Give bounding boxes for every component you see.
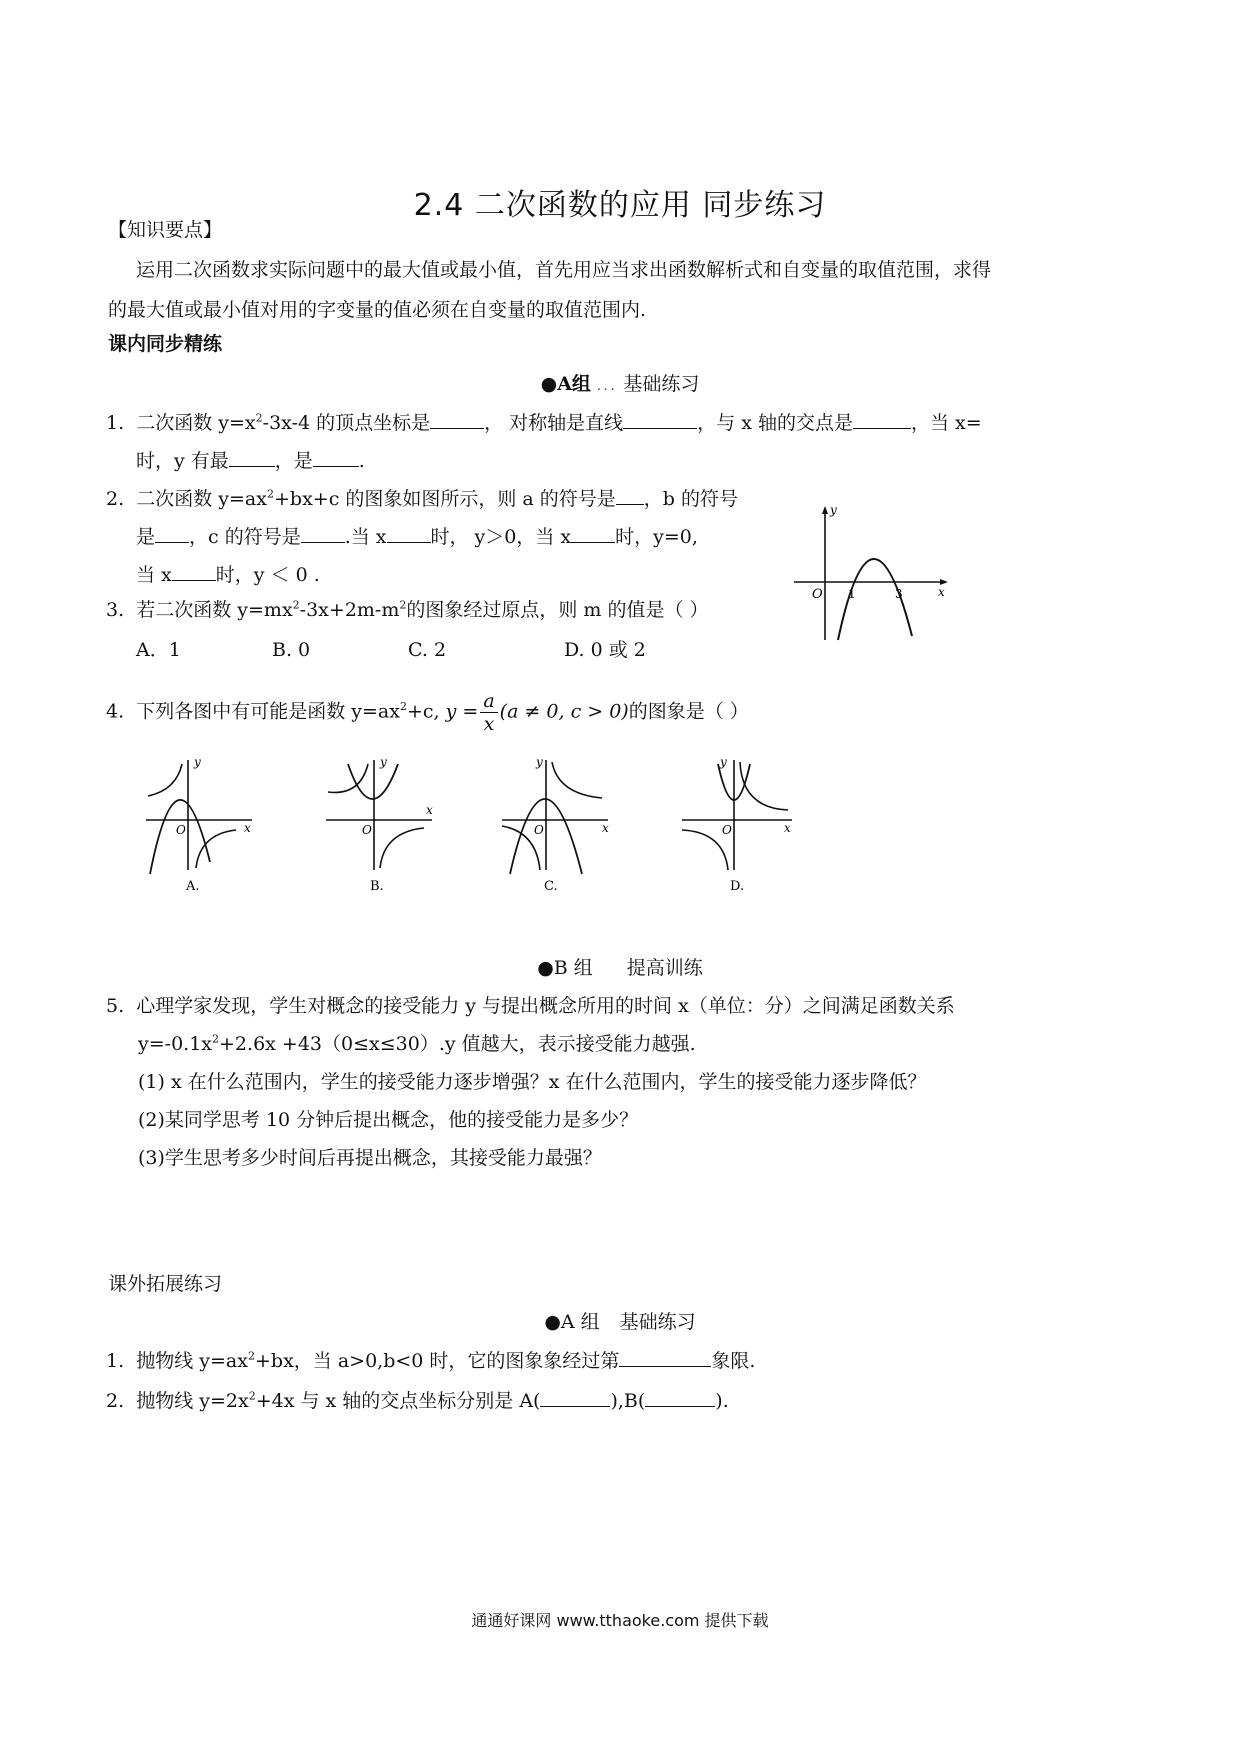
knowledge-line-1: 运用二次函数求实际问题中的最大值或最小值，首先用应当求出函数解析式和自变量的取值范围，求得 (136, 259, 992, 281)
answer-blank[interactable] (155, 524, 189, 543)
fraction-denominator: x (483, 713, 495, 735)
q4-line (106, 690, 749, 735)
option-label-d[interactable]: D. (730, 879, 745, 894)
x-axis-label: x (244, 821, 251, 835)
q2-number: 2. (106, 488, 125, 510)
q2-text: 是 (136, 526, 156, 548)
bullet: ● (540, 373, 558, 395)
q1-text: . (358, 450, 365, 472)
q4-formula: y = (445, 700, 479, 723)
hyperbola-branch (148, 764, 182, 796)
section-heading-in-class: 课内同步精练 (108, 333, 223, 355)
q2-text: 时， y＞0，当 x (430, 526, 572, 548)
q5-text: +2.6x +43（0≤x≤30）.y 值越大，表示接受能力越强. (219, 1033, 696, 1055)
q3-line (106, 598, 709, 622)
parabola-curve (348, 764, 398, 799)
option-label-b[interactable]: B. (370, 879, 384, 894)
q5-sub-2: (2)某同学思考 10 分钟后提出概念，他的接受能力是多少？ (138, 1109, 639, 1131)
origin-label: O (534, 823, 544, 837)
q3-sup: 2 (399, 598, 407, 612)
answer-blank[interactable] (540, 1388, 610, 1407)
y-axis-label: y (380, 755, 387, 769)
q5-text: y=-0.1x (138, 1033, 213, 1055)
origin-label: O (722, 823, 732, 837)
q5-sub-3: (3)学生思考多少时间后再提出概念，其接受能力最强？ (138, 1147, 602, 1169)
knowledge-heading: 【知识要点】 (108, 219, 223, 241)
q2-line-3 (136, 562, 320, 587)
origin-label: O (176, 823, 186, 837)
q3-sup: 2 (292, 598, 300, 612)
q2-text: ，c 的符号是 (189, 526, 301, 548)
answer-blank[interactable] (301, 524, 345, 543)
e2-line (106, 1388, 729, 1413)
q4-fraction (480, 690, 497, 735)
e1-text: +bx，当 a>0,b<0 时，它的图象象经过第 (254, 1350, 620, 1372)
q3-option-c[interactable]: C. 2 (408, 639, 447, 661)
q5-number: 5. (106, 995, 125, 1017)
answer-blank[interactable] (571, 524, 615, 543)
q4-graph-d (676, 752, 798, 900)
q2-text: 时，y ＜ 0 . (215, 564, 320, 586)
origin-label: O (812, 587, 823, 602)
answer-blank[interactable] (853, 410, 911, 429)
q2-text: .当 x (344, 526, 387, 548)
q1-text: ，当 x= (910, 412, 982, 434)
q3-option-a[interactable]: A．1 (136, 639, 181, 661)
q1-text: ， 对称轴是直线 (484, 412, 624, 434)
q4-graph-c (496, 752, 616, 900)
answer-blank[interactable] (645, 1388, 715, 1407)
x-axis-label: x (938, 585, 945, 599)
group-label: 提高训练 (626, 957, 703, 979)
e2-sup: 2 (248, 1389, 256, 1403)
group-name: A 组 (560, 1311, 600, 1333)
q2-text: 时，y=0, (615, 526, 698, 548)
e2-text: ). (715, 1390, 729, 1412)
y-axis-arrow (822, 506, 828, 514)
q1-text: 时，y 有最 (136, 450, 229, 472)
q4-text: 的图象是（ ） (628, 700, 749, 723)
page-title: 2.4 二次函数的应用 同步练习 (413, 188, 827, 223)
q4-graph-a (140, 752, 260, 900)
e2-text: +4x 与 x 轴的交点坐标分别是 A( (255, 1390, 541, 1412)
knowledge-line-2: 的最大值或最小值对用的字变量的值必须在自变量的取值范围内. (108, 299, 647, 321)
y-axis-label: y (830, 503, 837, 517)
q1-number: 1. (106, 412, 125, 434)
e1-line (106, 1348, 755, 1373)
q1-line-1 (106, 410, 982, 435)
q2-text: +bx+c 的图象如图所示，则 a 的符号是 (273, 488, 616, 510)
group-a-heading (0, 372, 1240, 398)
q5-sup: 2 (212, 1032, 220, 1046)
e1-number: 1. (106, 1350, 125, 1372)
group-label: 基础练习 (619, 1311, 696, 1333)
q3-option-b[interactable]: B. 0 (272, 639, 311, 661)
q2-parabola-graph (780, 500, 950, 650)
q3-text: 的图象经过原点，则 m 的值是（ ） (406, 599, 709, 621)
q3-number: 3. (106, 599, 125, 621)
section-heading-extension: 课外拓展练习 (108, 1273, 223, 1295)
bullet: ● (537, 957, 554, 979)
answer-blank[interactable] (313, 448, 359, 467)
answer-blank[interactable] (387, 524, 431, 543)
hyperbola-branch (328, 764, 368, 792)
group-b-heading (0, 956, 1240, 980)
group-name: A组 (557, 373, 591, 395)
e1-text: 抛物线 y=ax (136, 1350, 248, 1372)
q1-sup: 2 (255, 411, 263, 425)
group-name: B 组 (553, 957, 593, 979)
e1-text: 象限. (711, 1350, 756, 1372)
q2-line-1 (106, 486, 738, 511)
answer-blank[interactable] (229, 448, 275, 467)
x-axis-label: x (784, 821, 791, 835)
q4-text: +c, (406, 700, 446, 723)
tick-label-1: 1 (848, 587, 856, 601)
origin-label: O (362, 823, 372, 837)
answer-blank[interactable] (623, 410, 697, 429)
q4-condition: (a ≠ 0, c > 0) (499, 700, 629, 723)
q2-text: ，b 的符号 (643, 488, 738, 510)
q1-text: ，与 x 轴的交点是 (697, 412, 853, 434)
q5-line-1 (106, 994, 955, 1018)
answer-blank[interactable] (172, 562, 216, 581)
y-axis-label: y (194, 755, 201, 769)
q5-sub-1: (1) x 在什么范围内，学生的接受能力逐步增强？x 在什么范围内，学生的接受能力逐步降低？ (138, 1071, 927, 1093)
fraction-numerator: a (480, 690, 497, 713)
q3-text: -3x+2m-m (299, 599, 400, 621)
q2-line-2 (136, 524, 698, 549)
q2-sup: 2 (266, 487, 274, 501)
hyperbola-branch (740, 762, 788, 810)
q3-option-d[interactable]: D. 0 或 2 (564, 639, 646, 661)
option-label-c[interactable]: C. (544, 879, 558, 894)
answer-blank[interactable] (430, 410, 484, 429)
q2-text: 二次函数 y=ax (136, 488, 267, 510)
e2-number: 2. (106, 1390, 125, 1412)
group-label: 基础练习 (623, 373, 700, 395)
e2-text: 抛物线 y=2x (136, 1390, 249, 1412)
e2-text: ),B( (610, 1390, 646, 1412)
tick-label-3: 3 (895, 587, 903, 601)
q4-text: 下列各图中有可能是函数 y=ax (136, 700, 400, 723)
q1-text: 二次函数 y=x (136, 412, 256, 434)
q1-text: ，是 (274, 450, 313, 472)
bullet: ● (544, 1311, 561, 1333)
x-axis-label: x (426, 803, 433, 817)
q5-text: 心理学家发现，学生对概念的接受能力 y 与提出概念所用的时间 x（单位：分）之间满足函数关系 (136, 995, 955, 1017)
y-axis-label: y (536, 755, 543, 769)
group-a2-heading (0, 1310, 1240, 1334)
e1-sup: 2 (247, 1349, 255, 1363)
q3-text: 若二次函数 y=mx (136, 599, 293, 621)
q2-text: 当 x (136, 564, 172, 586)
q4-number: 4. (106, 700, 125, 723)
answer-blank[interactable] (619, 1348, 711, 1367)
y-axis-label: y (720, 755, 727, 769)
q4-sup: 2 (399, 700, 407, 714)
hyperbola-branch (552, 762, 602, 798)
q1-line-2 (136, 448, 365, 473)
option-label-a[interactable]: A. (186, 879, 200, 894)
q5-line-2 (138, 1032, 696, 1056)
answer-blank[interactable] (616, 486, 644, 505)
group-dots: ... (596, 379, 618, 393)
hyperbola-branch (380, 828, 424, 868)
footer-source: 通通好课网 www.tthaoke.com 提供下载 (471, 1611, 769, 1630)
x-axis-label: x (602, 821, 609, 835)
q4-graph-b (320, 752, 440, 900)
q1-text: -3x-4 的顶点坐标是 (262, 412, 431, 434)
